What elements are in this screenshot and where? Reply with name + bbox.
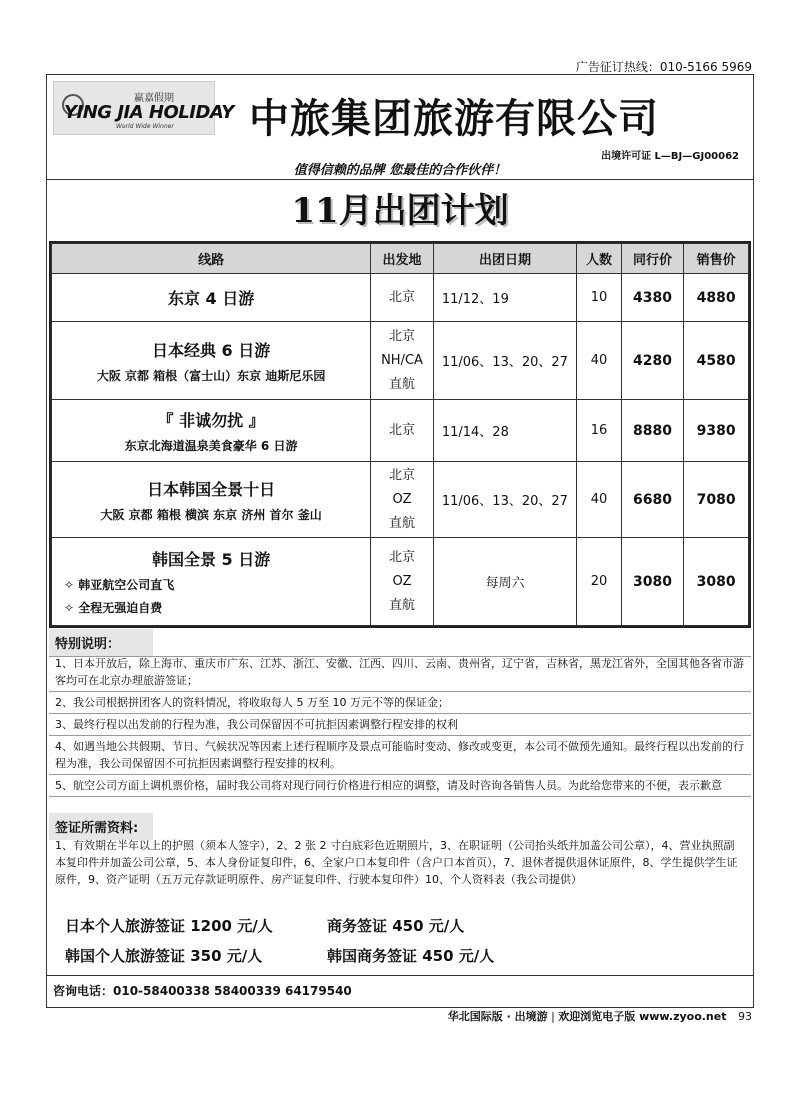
- logo-subtitle: World Wide Winner: [116, 123, 174, 130]
- route-name: 日本韩国全景十日: [147, 479, 276, 499]
- table-row: [52, 462, 749, 538]
- route-cell: [52, 538, 371, 626]
- page-number: 93: [738, 1010, 752, 1023]
- sale-price-cell: 4880: [684, 274, 749, 322]
- note-item: 4、如遇当地公共假期、节日、气候状况等因素上述行程顺序及景点可能临时变动、修改或变更，本公司不做预先通知。最终行程以出发前的行程为准，我公司保留因不可抗拒因素调整行程安排的权利。: [49, 736, 751, 775]
- route-cell: [52, 274, 371, 322]
- ad-hotline: 广告征订热线：010-5166 5969: [575, 60, 752, 74]
- count-cell: 16: [577, 400, 621, 462]
- company-logo: [53, 81, 234, 135]
- peer-price-cell: 4380: [621, 274, 684, 322]
- tour-table: [49, 241, 751, 628]
- route-name: 日本经典 6 日游: [151, 340, 271, 360]
- count-cell: 40: [577, 462, 621, 538]
- dates-cell: 每周六: [433, 538, 576, 626]
- note-item: 5、航空公司方面上调机票价格，届时我公司将对现行同行价格进行相应的调整，请及时咨询各销售人员。为此给您带来的不便，表示歉意: [49, 775, 751, 797]
- header-route: 线路: [52, 244, 371, 274]
- footer-section: 华北国际版 · 出境游: [447, 1010, 548, 1023]
- visa-price: 商务签证 450 元/人: [327, 917, 465, 935]
- sale-price-cell: 9380: [684, 400, 749, 462]
- peer-price-cell: 6680: [621, 462, 684, 538]
- dates-cell: 11/12、19: [433, 274, 576, 322]
- route-cell: [52, 322, 371, 400]
- departure-cell: [371, 462, 434, 538]
- route-itinerary: 东京北海道温泉美食豪华 6 日游: [124, 438, 298, 453]
- slogan: 值得信赖的品牌 您最佳的合作伙伴！: [293, 163, 507, 178]
- dates-cell: 11/06、13、20、27: [433, 322, 576, 400]
- license-number: 出境许可证 L—BJ—GJ00062: [601, 151, 739, 162]
- visa-price: 韩国商务签证 450 元/人: [327, 947, 495, 965]
- route-itinerary: 大阪 京都 箱根（富士山）东京 迪斯尼乐园: [96, 368, 326, 383]
- dates-cell: 11/14、28: [433, 400, 576, 462]
- visa-heading: 签证所需资料:: [49, 813, 751, 840]
- note-item: 3、最终行程以出发前的行程为准，我公司保留因不可抗拒因素调整行程安排的权利: [49, 714, 751, 736]
- route-itinerary: 大阪 京都 箱根 横滨 东京 济州 首尔 釜山: [100, 507, 322, 522]
- peer-price-cell: 8880: [621, 400, 684, 462]
- company-name: 中旅集团旅游有限公司: [249, 96, 659, 142]
- departure-cell: [371, 400, 434, 462]
- page-title: 11月出团计划: [47, 179, 753, 241]
- note-item: 1、日本开放后，除上海市、重庆市广东、江苏、浙江、安徽、江西、四川、云南、贵州省，辽宁省，吉林省，黑龙江省外，全国其他各省市游客均可在北京办理旅游签证；: [49, 653, 751, 692]
- table-row: [52, 322, 749, 400]
- route-cell: [52, 400, 371, 462]
- departure-cell: [371, 322, 434, 400]
- note-item: 2、我公司根据拼团客人的资料情况，将收取每人 5 万至 10 万元不等的保证金；: [49, 692, 751, 714]
- visa-price: 日本个人旅游签证 1200 元/人: [65, 917, 273, 935]
- header: [47, 75, 753, 179]
- sale-price-cell: 3080: [684, 538, 749, 626]
- departure-cell: [371, 538, 434, 626]
- footer-divider: |: [551, 1010, 559, 1023]
- header-sale-price: 销售价: [684, 244, 749, 274]
- departure-line: 北京: [389, 328, 416, 344]
- route-cell: [52, 462, 371, 538]
- departure-line: 北京: [389, 549, 416, 565]
- special-notes-heading: 特别说明：: [49, 629, 751, 657]
- visa-text: 1、有效期在半年以上的护照（须本人签字），2、2 张 2 寸白底彩色近期照片，3、在职证明（公司抬头纸并加盖公司公章），4、营业执照副本复印件并加盖公司公章，5、本人身份证复印件，6、全家户口本复印件（含户口本首页），7、退休者提供退休证原件，8、学生提供学生证原件，9、资产证明（五万元存款证明原件、房产证复印件、行驶本复印件）10、个人资料表（我公司提供）: [55, 839, 738, 886]
- table-header-row: [52, 244, 749, 274]
- header-dates: 出团日期: [433, 244, 576, 274]
- departure-line: 北京: [389, 422, 416, 438]
- sale-price-cell: 7080: [684, 462, 749, 538]
- route-feature: ✧ 全程无强迫自费: [64, 601, 163, 615]
- peer-price-cell: 4280: [621, 322, 684, 400]
- count-cell: 20: [577, 538, 621, 626]
- logo-en-text: YING JIA HOLIDAY: [64, 102, 234, 123]
- page-footer: [448, 1008, 752, 1024]
- logo-cn-text: 赢嘉假期: [134, 93, 174, 104]
- table-row: [52, 400, 749, 462]
- header-departure: 出发地: [371, 244, 434, 274]
- header-count: 人数: [577, 244, 621, 274]
- route-feature: ✧ 韩亚航空公司直飞: [64, 578, 175, 592]
- footer-site: 欢迎浏览电子版 www.zyoo.net: [558, 1010, 727, 1023]
- header-peer-price: 同行价: [621, 244, 684, 274]
- visa-requirements: [49, 835, 751, 890]
- special-notes: [49, 653, 751, 797]
- route-name: 韩国全景 5 日游: [151, 550, 271, 569]
- departure-line: 北京: [389, 467, 416, 483]
- contact-phone: 咨询电话：010-58400338 58400339 64179540: [47, 975, 753, 1005]
- departure-line: 直航: [389, 597, 416, 613]
- peer-price-cell: 3080: [621, 538, 684, 626]
- visa-price: 韩国个人旅游签证 350 元/人: [65, 947, 263, 965]
- dates-cell: 11/06、13、20、27: [433, 462, 576, 538]
- departure-line: 直航: [389, 376, 416, 392]
- departure-line: OZ: [392, 491, 412, 507]
- departure-line: 北京: [389, 289, 416, 305]
- route-name: 『 非诚勿扰 』: [157, 410, 265, 430]
- departure-cell: [371, 274, 434, 322]
- departure-line: OZ: [392, 573, 412, 589]
- route-name: 东京 4 日游: [167, 289, 255, 308]
- count-cell: 40: [577, 322, 621, 400]
- page-frame: [46, 74, 754, 1008]
- table-row: [52, 538, 749, 626]
- table-row: [52, 274, 749, 322]
- departure-line: NH/CA: [381, 352, 423, 368]
- sale-price-cell: 4580: [684, 322, 749, 400]
- departure-line: 直航: [389, 515, 416, 531]
- count-cell: 10: [577, 274, 621, 322]
